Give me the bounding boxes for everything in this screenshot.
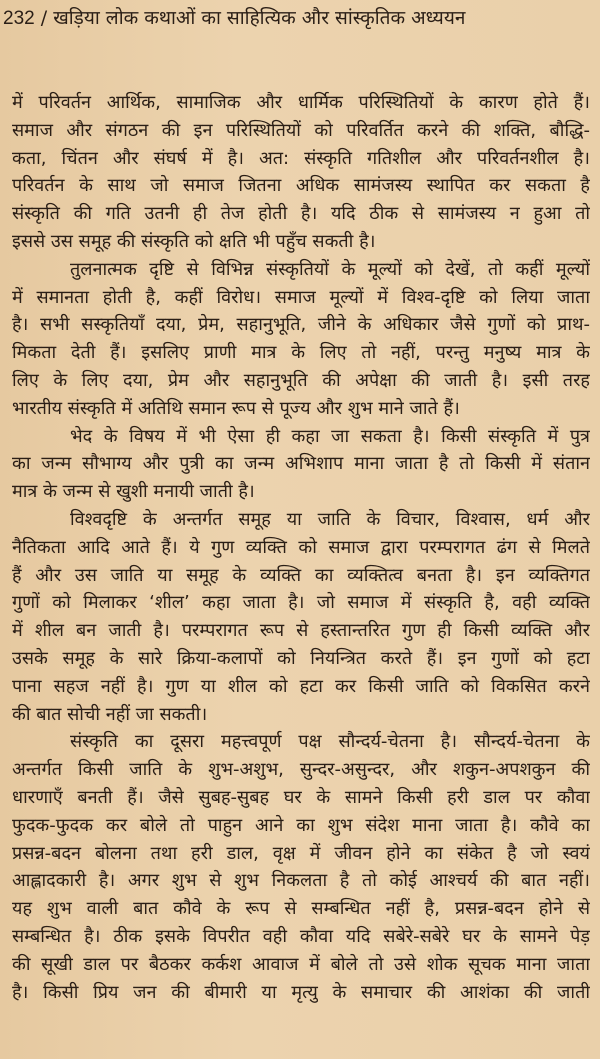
- text-line: में समानता होती है, कहीं विरोध। समाज मूल्यों में विश्व-दृष्टि को लिया जाता: [12, 286, 590, 308]
- text-line: मिकता देती हैं। इसलिए प्राणी मात्र के लिए तो नहीं, परन्तु मनुष्य मात्र के: [12, 342, 590, 364]
- text-line: गुणों को मिलाकर ‘शील’ कहा जाता है। जो समाज में संस्कृति है, वही व्यक्ति: [12, 592, 590, 614]
- page-number: 232: [3, 8, 35, 29]
- text-line: नैतिकता आदि आते हैं। ये गुण व्यक्ति को समाज द्वारा परम्परागत ढंग से मिलते: [12, 536, 590, 558]
- text-line: मात्र के जन्म से खुशी मनायी जाती है।: [12, 481, 255, 503]
- text-line: का जन्म सौभाग्य और पुत्री का जन्म अभिशाप माना जाता है तो किसी में संतान: [12, 453, 590, 475]
- text-line: की सूखी डाल पर बैठकर कर्कश आवाज में बोले तो उसे शोक सूचक माना जाता: [12, 953, 590, 975]
- text-line: की बात सोची नहीं जा सकती।: [12, 703, 208, 725]
- text-line: अन्तर्गत किसी जाति के शुभ-अशुभ, सुन्दर-असुन्दर, और शकुन-अपशकुन की: [12, 759, 590, 781]
- paragraph: [12, 89, 590, 256]
- text-line: विश्वदृष्टि के अन्तर्गत समूह या जाति के विचार, विश्वास, धर्म और: [70, 508, 590, 530]
- text-line: संस्कृति का दूसरा महत्त्वपूर्ण पक्ष सौन्दर्य-चेतना है। सौन्दर्य-चेतना के: [70, 731, 590, 753]
- text-line: में परिवर्तन आर्थिक, सामाजिक और धार्मिक परिस्थितियों के कारण होते हैं।: [12, 92, 590, 113]
- text-line: लिए के लिए दया, प्रेम और सहानुभूति की अपेक्षा की जाती है। इसी तरह: [12, 369, 590, 391]
- text-line: इससे उस समूह की संस्कृति को क्षति भी पहुँच सकती है।: [12, 230, 376, 252]
- text-line: परिवर्तन के साथ जो समाज जितना अधिक सामंजस्य स्थापित कर सकता है: [12, 175, 590, 197]
- text-line: में शील बन जाती है। परम्परागत रूप से हस्तान्तरित गुण ही किसी व्यक्ति और: [12, 620, 590, 642]
- text-line: धारणाएँ बनती हैं। जैसे सुबह-सुबह घर के सामने किसी हरी डाल पर कौवा: [12, 786, 590, 808]
- text-line: है। सभी सस्कृतियाँ दया, प्रेम, सहानुभूति, जीने के अधिकार जैसे गुणों को प्राथ-: [12, 314, 590, 336]
- text-line: है। किसी प्रिय जन की बीमारी या मृत्यु के समाचार की आशंका की जाती: [12, 981, 590, 1003]
- paragraph: [12, 506, 590, 728]
- header-separator: /: [40, 7, 48, 29]
- text-line: कता, चिंतन और संघर्ष में है। अत: संस्कृति गतिशील और परिवर्तनशील है।: [12, 147, 590, 169]
- text-line: संस्कृति की गति उतनी ही तेज होती है। यदि ठीक से सामंजस्य न हुआ तो: [12, 203, 590, 225]
- text-line: उसके समूह के सारे क्रिया-कलापों को नियन्त्रित करते हैं। इन गुणों को हटा: [12, 647, 590, 669]
- text-line: आह्लादकारी है। अगर शुभ से शुभ निकलता है तो कोई आश्चर्य की बात नहीं।: [12, 870, 590, 892]
- paragraph: [12, 423, 590, 506]
- text-line: पाना सहज नहीं है। गुण या शील को हटा कर किसी जाति को विकसित करने: [12, 675, 590, 697]
- text-line: हैं और उस जाति या समूह के व्यक्ति का व्यक्तित्व बनता है। इन व्यक्तिगत: [12, 564, 590, 586]
- page-body-text: [12, 89, 590, 1006]
- text-line: तुलनात्मक दृष्टि से विभिन्न संस्कृतियों के मूल्यों को देखें, तो कहीं मूल्यों: [70, 258, 590, 280]
- text-line: समाज और संगठन की इन परिस्थितियों को परिवर्तित करने की शक्ति, बौद्धि-: [12, 119, 590, 141]
- text-line: भेद के विषय में भी ऐसा ही कहा जा सकता है। किसी संस्कृति में पुत्र: [70, 425, 590, 447]
- paragraph: [12, 256, 590, 423]
- text-line: प्रसन्न-बदन बोलना तथा हरी डाल, वृक्ष में जीवन होने का संकेत है जो स्वयं: [12, 842, 590, 864]
- text-line: भारतीय संस्कृति में अतिथि समान रूप से पूज्य और शुभ माने जाते हैं।: [12, 397, 460, 419]
- text-line: सम्बन्धित है। ठीक इसके विपरीत वही कौवा यदि सबेरे-सबेरे घर के सामने पेड़: [12, 925, 590, 947]
- text-line: यह शुभ वाली बात कौवे के रूप से सम्बन्धित नहीं है, प्रसन्न-बदन होने से: [12, 898, 590, 920]
- paragraph: [12, 728, 590, 1006]
- book-title: खड़िया लोक कथाओं का साहित्यिक और सांस्कृतिक अध्ययन: [53, 7, 466, 29]
- text-line: फुदक-फुदक कर बोले तो पाहुन आने का शुभ संदेश माना जाता है। कौवे का: [12, 814, 590, 836]
- running-header: [3, 4, 465, 30]
